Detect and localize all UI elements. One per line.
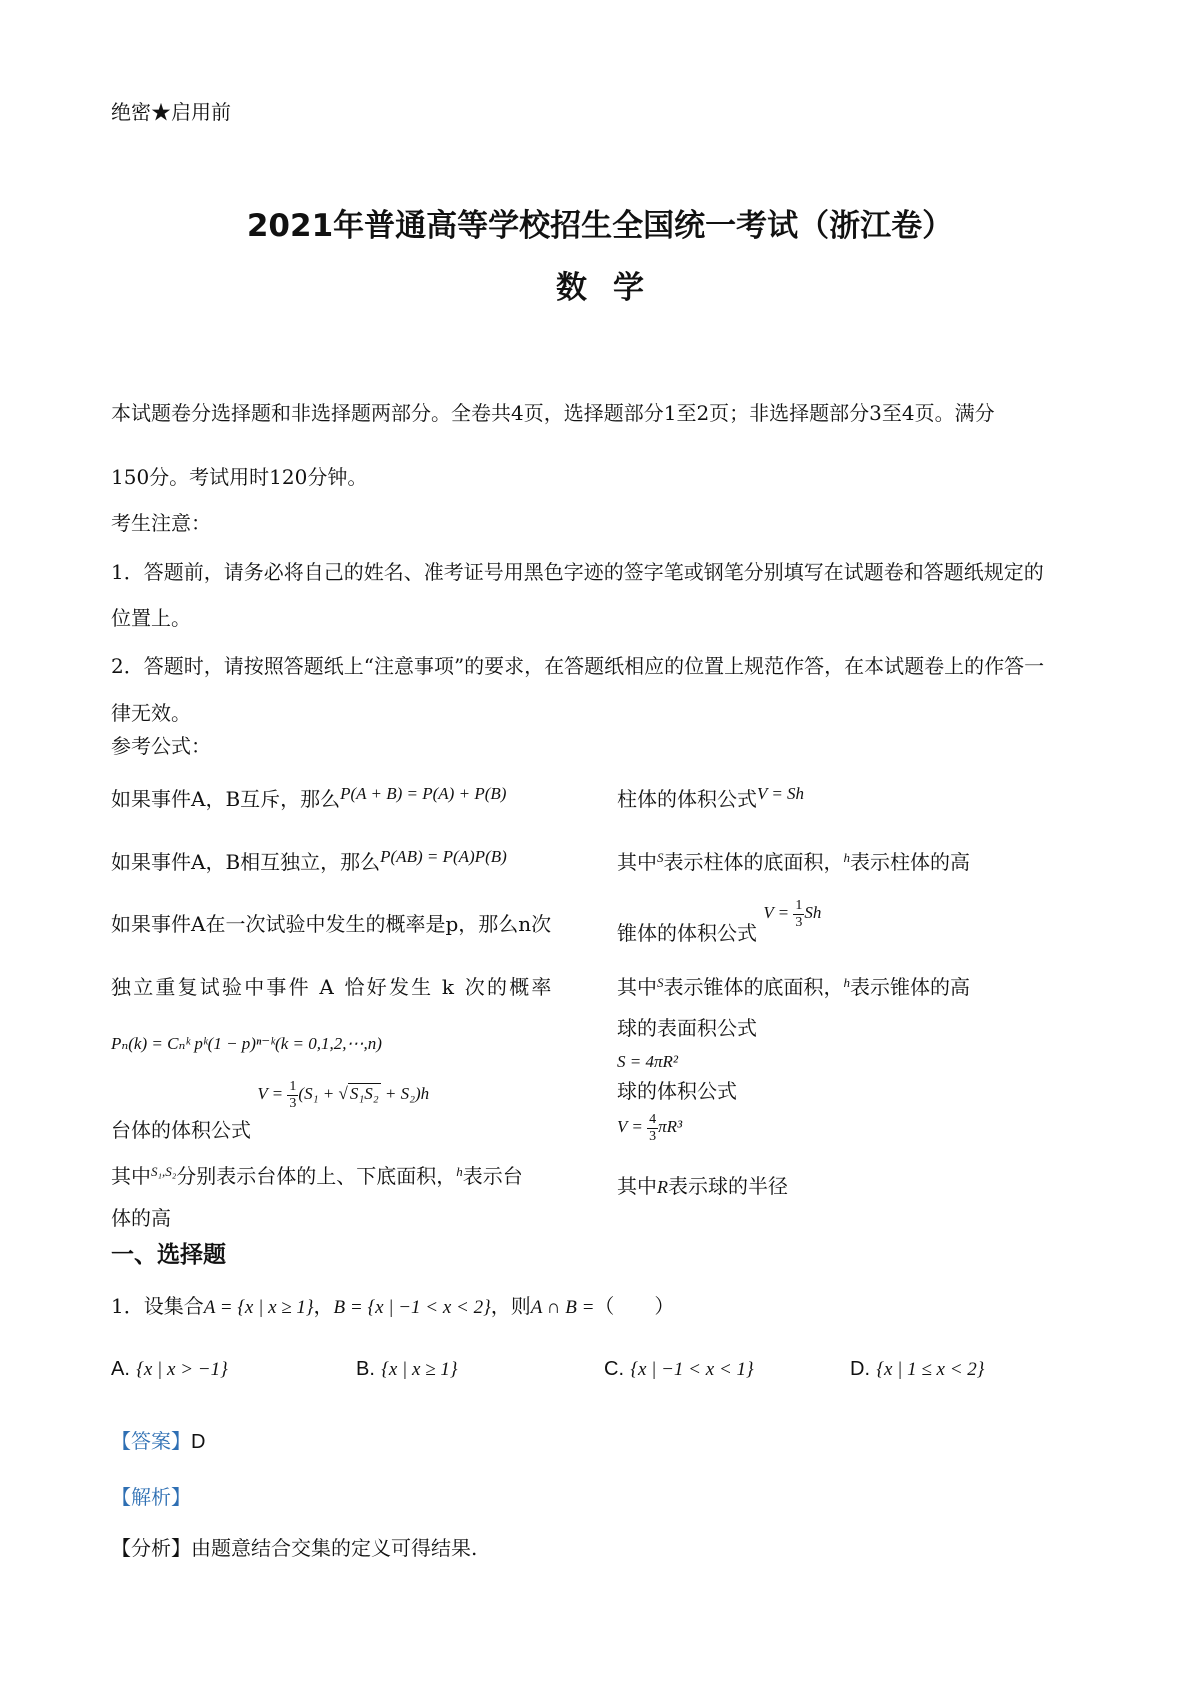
sphere-note-a: 其中	[617, 1174, 657, 1198]
reference-formulas-label: 参考公式：	[111, 734, 211, 758]
formula-frustum	[111, 1076, 430, 1142]
intro-line-2: 150分。考试用时120分钟。	[111, 465, 368, 489]
frustum-note-s: S₁,S₂	[151, 1164, 177, 1179]
frustum-note-c: 表示台	[462, 1164, 523, 1188]
answer-label: 【答案】	[111, 1429, 191, 1453]
formula-cone-note	[617, 971, 970, 1000]
formula-cone-expr	[763, 897, 822, 930]
formula-frustum-text: 台体的体积公式	[111, 1118, 251, 1142]
option-d	[850, 1356, 984, 1381]
frustum-note-a: 其中	[111, 1164, 151, 1188]
option-c-value: {x | −1 < x < 1}	[630, 1359, 754, 1380]
formula-independent-expr: P(AB) = P(A)P(B)	[380, 847, 507, 866]
question-1-set-b: B = {x | −1 < x < 2}	[333, 1297, 491, 1318]
formula-binomial-text-2: 独立重复试验中事件 A 恰好发生 k 次的概率	[111, 975, 554, 999]
cone-denominator: 3	[795, 914, 803, 930]
option-a	[111, 1356, 228, 1381]
notice-2-line-1: 2．答题时，请按照答题纸上“注意事项”的要求，在答题纸相应的位置上规范作答，在本试题卷上的作答一	[111, 654, 1045, 678]
formula-prism	[617, 783, 804, 812]
cone-note-b: 表示锥体的底面积，	[663, 975, 844, 999]
prism-note-h: h	[843, 850, 850, 865]
option-c-label: C.	[604, 1358, 624, 1380]
formula-binomial-expression: Pₙ(k) = Cₙᵏ pᵏ(1 − p)ⁿ⁻ᵏ(k = 0,1,2,⋯,n)	[111, 1034, 382, 1053]
formula-binomial-expr	[111, 1030, 382, 1054]
cone-note-c: 表示锥体的高	[850, 975, 970, 999]
fenxi-text: 由题意结合交集的定义可得结果.	[191, 1536, 478, 1560]
cone-note-h: h	[843, 975, 850, 990]
option-a-value: {x | x > −1}	[136, 1359, 228, 1380]
prism-note-s: S	[657, 850, 664, 865]
sphere-vol-v: V =	[617, 1117, 643, 1137]
cone-note-a: 其中	[617, 975, 657, 999]
notice-label: 考生注意：	[111, 511, 211, 535]
question-1-stem-a: 1．设集合	[111, 1294, 204, 1318]
frustum-rest-a: (S₁ +	[298, 1084, 339, 1103]
formula-sphere-area-expr: S = 4πR²	[617, 1052, 678, 1071]
frustum-rest-b: + S₂)h	[380, 1084, 430, 1103]
frustum-note-h: h	[456, 1164, 463, 1179]
formula-sphere-note	[617, 1170, 788, 1199]
formula-mutex-expr: P(A + B) = P(A) + P(B)	[340, 784, 507, 803]
section-heading: 一、选择题	[111, 1242, 226, 1268]
option-d-value: {x | 1 ≤ x < 2}	[876, 1359, 985, 1380]
intro-line-1: 本试题卷分选择题和非选择题两部分。全卷共4页，选择题部分1至2页；非选择题部分3至4页。满分	[111, 401, 995, 425]
answer-line	[111, 1425, 205, 1454]
question-1-stem-b: ，则	[490, 1294, 531, 1318]
frustum-sqrt: S₁S₂	[349, 1084, 379, 1103]
option-d-label: D.	[850, 1358, 870, 1380]
question-1-set-a: A = {x | x ≥ 1}	[203, 1297, 314, 1318]
sphere-note-r: R	[657, 1177, 668, 1197]
formula-cone-text: 锥体的体积公式	[617, 921, 757, 945]
confidential-mark: 绝密★启用前	[111, 100, 231, 124]
formula-frustum-note	[111, 1160, 523, 1189]
sphere-note-b: 表示球的半径	[668, 1174, 788, 1198]
fenxi-label: 【分析】	[111, 1536, 191, 1560]
formula-prism-note	[617, 846, 970, 875]
formula-sphere-volume-text: 球的体积公式	[617, 1079, 737, 1103]
question-1-expr: A ∩ B =	[530, 1297, 595, 1318]
frustum-note-d: 体的高	[111, 1206, 171, 1230]
prism-note-b: 表示柱体的底面积，	[663, 850, 844, 874]
formula-sphere-area	[617, 1048, 678, 1072]
formula-frustum-expr: V = $\frac{1}{3}$ (S₁ + √ S₁S₂ + S₂)h	[257, 1078, 430, 1111]
notice-1-line-2: 位置上。	[111, 606, 191, 630]
exam-subject: 数学	[556, 270, 670, 306]
prism-note-a: 其中	[617, 850, 657, 874]
formula-binomial-text-1: 如果事件A在一次试验中发生的概率是p，那么n次	[111, 912, 552, 936]
sphere-vol-rest: πR³	[658, 1117, 683, 1137]
question-1	[111, 1290, 674, 1319]
formula-sphere-volume	[617, 1113, 682, 1144]
frustum-fraction	[287, 1080, 298, 1111]
formula-mutex	[111, 783, 506, 812]
frustum-numerator: 1	[289, 1078, 297, 1094]
sphere-vol-fraction	[647, 1113, 658, 1144]
formula-independent	[111, 846, 507, 875]
cone-v: V =	[763, 903, 790, 922]
formula-sphere-area-text: 球的表面积公式	[617, 1016, 757, 1040]
question-1-comma: ，	[313, 1294, 334, 1318]
answer-value: D	[191, 1431, 206, 1453]
formula-prism-expr: V = Sh	[757, 784, 805, 803]
analysis-label: 【解析】	[111, 1485, 191, 1509]
notice-1-line-1: 1．答题前，请务必将自己的姓名、准考证号用黑色字迹的签字笔或钢笔分别填写在试题卷和答题纸规定的	[111, 560, 1044, 584]
formula-independent-text: 如果事件A，B相互独立，那么	[111, 850, 381, 874]
sphere-vol-denominator: 3	[649, 1129, 657, 1144]
option-a-label: A.	[111, 1358, 130, 1380]
cone-numerator: 1	[795, 897, 803, 913]
option-c	[604, 1356, 754, 1381]
sphere-vol-numerator: 4	[649, 1112, 657, 1127]
formula-mutex-text: 如果事件A，B互斥，那么	[111, 787, 341, 811]
exam-title: 2021年普通高等学校招生全国统一考试（浙江卷）	[246, 208, 954, 244]
frustum-v: V =	[257, 1084, 284, 1103]
cone-note-s: S	[657, 975, 664, 990]
question-1-paren: （ ）	[594, 1294, 675, 1318]
notice-2-line-2: 律无效。	[111, 701, 191, 725]
formula-sphere-volume-expr	[617, 1112, 683, 1144]
frustum-denominator: 3	[289, 1095, 297, 1111]
option-b	[356, 1356, 457, 1381]
cone-rest: Sh	[804, 903, 822, 922]
formula-prism-text: 柱体的体积公式	[617, 787, 757, 811]
frustum-note-b: 分别表示台体的上、下底面积，	[176, 1164, 457, 1188]
option-b-value: {x | x ≥ 1}	[381, 1359, 458, 1380]
fenxi-line	[111, 1532, 477, 1561]
prism-note-c: 表示柱体的高	[850, 850, 970, 874]
option-b-label: B.	[356, 1358, 375, 1380]
cone-fraction	[793, 899, 804, 930]
formula-cone	[617, 895, 822, 945]
